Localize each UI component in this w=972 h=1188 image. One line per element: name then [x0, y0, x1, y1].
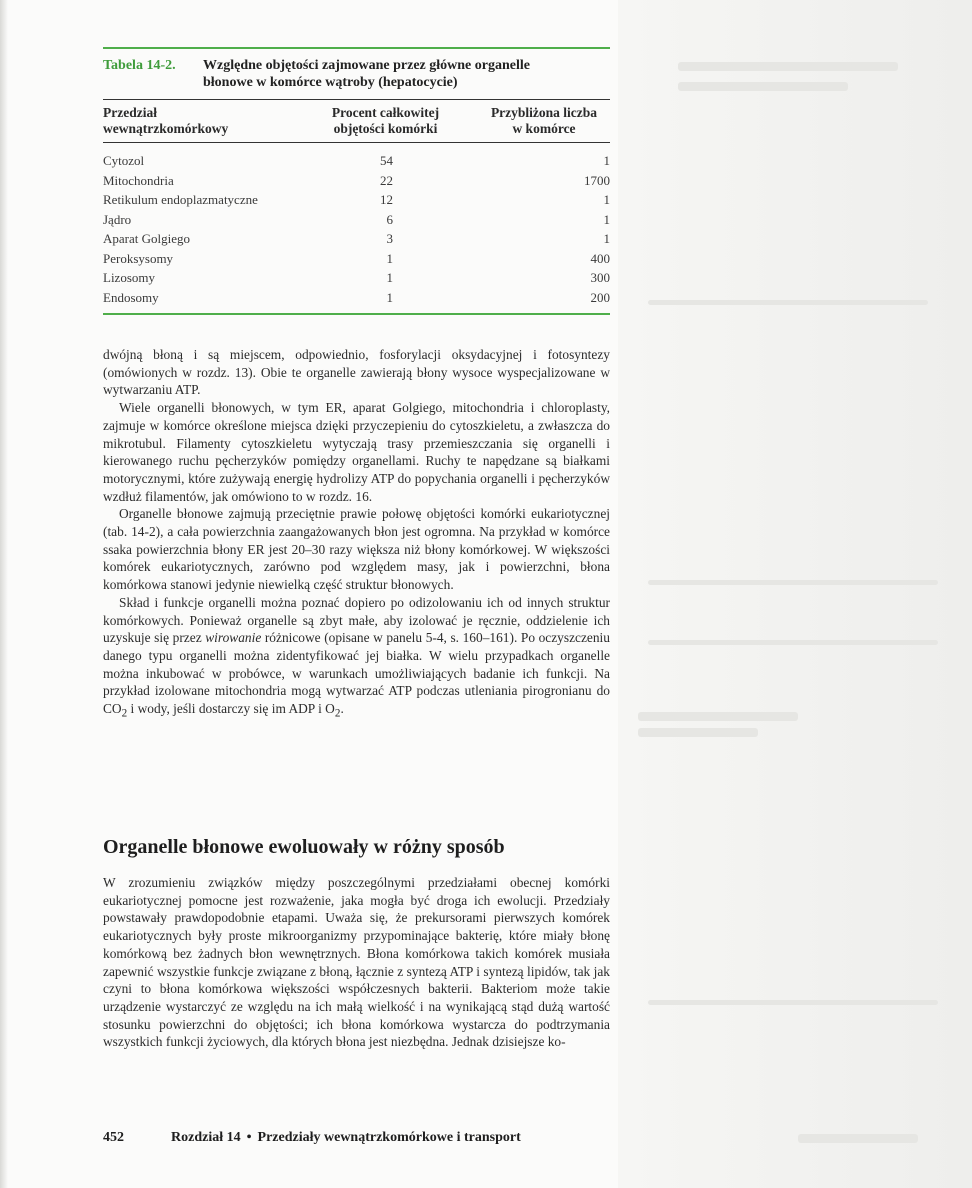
cell-compartment: Mitochondria: [103, 172, 174, 188]
bleed-mark: [648, 580, 938, 585]
table-header-top-rule: [103, 99, 610, 100]
section-body: [103, 874, 610, 1051]
header-count: [478, 105, 610, 137]
cell-percent: 3: [386, 231, 393, 246]
subscript: 2: [334, 707, 341, 720]
chapter-title: Przedziały wewnątrzkomórkowe i transport: [257, 1130, 521, 1145]
section-heading: Organelle błonowe ewoluowały w różny sposób: [103, 836, 505, 858]
table-row: [103, 171, 610, 191]
table-row: [103, 288, 610, 308]
header-line: wewnątrzkomórkowy: [103, 121, 229, 136]
footer-bullet: •: [246, 1130, 252, 1145]
table-label: Tabela 14-2.: [103, 58, 176, 73]
cell-percent: 6: [386, 211, 393, 227]
subscript: 2: [121, 707, 128, 720]
cell-compartment: Retikulum endoplazmatyczne: [103, 192, 258, 207]
cell-count: 1: [603, 211, 610, 227]
text-run: różnicowe (opisane w panelu 5-4, s. 160–161). Po oczyszczeniu danego typu organelli można zidentyfikować jej białka. W wielu przypadkach organelle można inkubować w probówce, w warunkach umożliwiających badanie ich funkcji. Na przykład izolowane mitochondria mogą wytwarzać ATP podczas utleniania pirogronianu do CO: [103, 630, 610, 717]
cell-compartment: Endosomy: [103, 289, 159, 305]
header-line: Przedział: [103, 105, 157, 120]
table-bottom-rule: [103, 313, 610, 315]
table-row: [103, 268, 610, 288]
cell-percent: 1: [386, 270, 393, 285]
text-run: Skład i funkcje organelli można poznać dopiero po odizolowaniu ich od innych struktur komórkowych. Ponieważ organelle są zbyt małe, aby izolować je ręcznie, oddzielenie ich uzyskuje się przez: [103, 594, 610, 646]
cell-compartment: Lizosomy: [103, 270, 155, 285]
page-footer: [103, 1130, 610, 1146]
cell-percent: 1: [386, 289, 393, 305]
table-caption: [103, 57, 610, 91]
cell-count: 300: [590, 270, 610, 285]
table-title-line1: Względne objętości zajmowane przez główne organelle: [203, 58, 530, 73]
cell-count: 1: [603, 231, 610, 246]
table-row: [103, 210, 610, 230]
cell-count: 1: [603, 153, 610, 168]
bleed-mark: [638, 728, 758, 737]
table-row: [103, 151, 610, 171]
bleed-mark: [648, 300, 928, 305]
cell-count: 1700: [584, 172, 610, 188]
cell-count: 1: [603, 192, 610, 207]
bleed-mark: [678, 82, 848, 91]
table-body: [103, 151, 610, 307]
paragraph: [103, 594, 610, 724]
page-edge-shadow: [0, 0, 8, 1188]
cell-compartment: Aparat Golgiego: [103, 231, 191, 246]
table-title-line2: błonowe w komórce wątroby (hepatocycie): [203, 75, 458, 90]
header-percent: [293, 105, 478, 137]
cell-percent: 1: [386, 250, 393, 266]
paragraph: dwójną błoną i są miejscem, odpowiednio, fosforylacji oksydacyjnej i fotosyntezy (omówionych w rozdz. 13). Obie te organelle zawierają błony wysoce wyspecjalizowane w wytwarzaniu ATP.: [103, 347, 610, 398]
chapter-label: Rozdział 14: [171, 1130, 241, 1145]
page-number: 452: [103, 1130, 124, 1145]
bleed-mark: [638, 712, 798, 721]
emphasized-term: wirowanie: [205, 630, 262, 646]
bleed-mark: [648, 1000, 938, 1005]
bleed-mark: [798, 1134, 918, 1143]
facing-page-bleed: [618, 0, 972, 1188]
text-run: .: [340, 701, 344, 717]
cell-count: 400: [590, 250, 610, 266]
table-row: [103, 229, 610, 249]
cell-percent: 12: [380, 192, 393, 207]
table-row: [103, 249, 610, 269]
body-text: [103, 346, 610, 723]
cell-compartment: Cytozol: [103, 153, 145, 168]
text-run: i wody, jeśli dostarczy się im ADP i O: [127, 701, 335, 717]
cell-compartment: Jądro: [103, 211, 132, 227]
header-line: objętości komórki: [333, 121, 438, 136]
header-line: Przybliżona liczba: [490, 105, 598, 120]
header-compartment: [103, 105, 293, 137]
table-header-bottom-rule: [103, 142, 610, 143]
header-line: Procent całkowitej: [331, 105, 440, 120]
table-top-rule: [103, 47, 610, 49]
paragraph: Wiele organelli błonowych, w tym ER, aparat Golgiego, mitochondria i chloroplasty, zajmuje w komórce określone miejsca dzięki przyczepieniu do cytoszkieletu, a zwłaszcza do mikrotubul. Filamenty cytoszkieletu wytyczają trasy przemieszczania się organelli i kierowanego ruchu pęcherzyków pomiędzy organellami. Ruchy te napędzane są białkami motorycznymi, które zużywają energię hydrolizy ATP do popychania organelli i pęcherzyków wzdłuż filamentów, jak omówiono to w rozdz. 16.: [103, 400, 610, 504]
paragraph: Organelle błonowe zajmują przeciętnie prawie połowę objętości komórki eukariotycznej (tab. 14-2), a cała powierzchnia zaangażowanych błon jest ogromna. Na przykład w komórce ssaka powierzchnia błony ER jest 20–30 razy większa niż błony komórkowej. W większości komórek eukariotycznych, zarówno pod względem masy, jak i powierzchni, błona komórkowa stanowi jedynie niewielką część struktur błonowych.: [103, 506, 610, 593]
table-header: [103, 105, 610, 137]
bleed-mark: [678, 62, 898, 71]
cell-percent: 22: [380, 172, 393, 188]
table-row: [103, 190, 610, 210]
table-14-2: [103, 47, 610, 315]
cell-percent: 54: [380, 153, 393, 168]
cell-compartment: Peroksysomy: [103, 250, 174, 266]
cell-count: 200: [590, 289, 610, 305]
paragraph: W zrozumieniu związków między poszczególnymi przedziałami obecnej komórki eukariotycznej pomocne jest rozważenie, jaka mogła być droga ich ewolucji. Przedziały powstawały prawdopodobnie etapami. Uważa się, że prekursorami pierwszych komórek eukariotycznych były proste mikroorganizmy przypominające bakterię, które miały błonę komórkową bez żadnych błon wewnętrznych. Błona komórkowa takich komórek musiała zapewnić wszystkie funkcje związane z błoną, łącznie z syntezą ATP i syntezą lipidów, tak jak czyni to błona komórkowa większości współczesnych bakterii. Bakteriom może takie urządzenie wystarczyć ze względu na ich małą wielkość i na wynikającą stąd dużą wartość stosunku powierzchni do objętości; ich błona komórkowa wystarcza do podtrzymania wszystkich funkcji życiowych, dla których błona jest niezbędna. Jednak dzisiejsze ko-: [103, 875, 610, 1050]
bleed-mark: [648, 640, 938, 645]
header-line: w komórce: [512, 121, 576, 136]
